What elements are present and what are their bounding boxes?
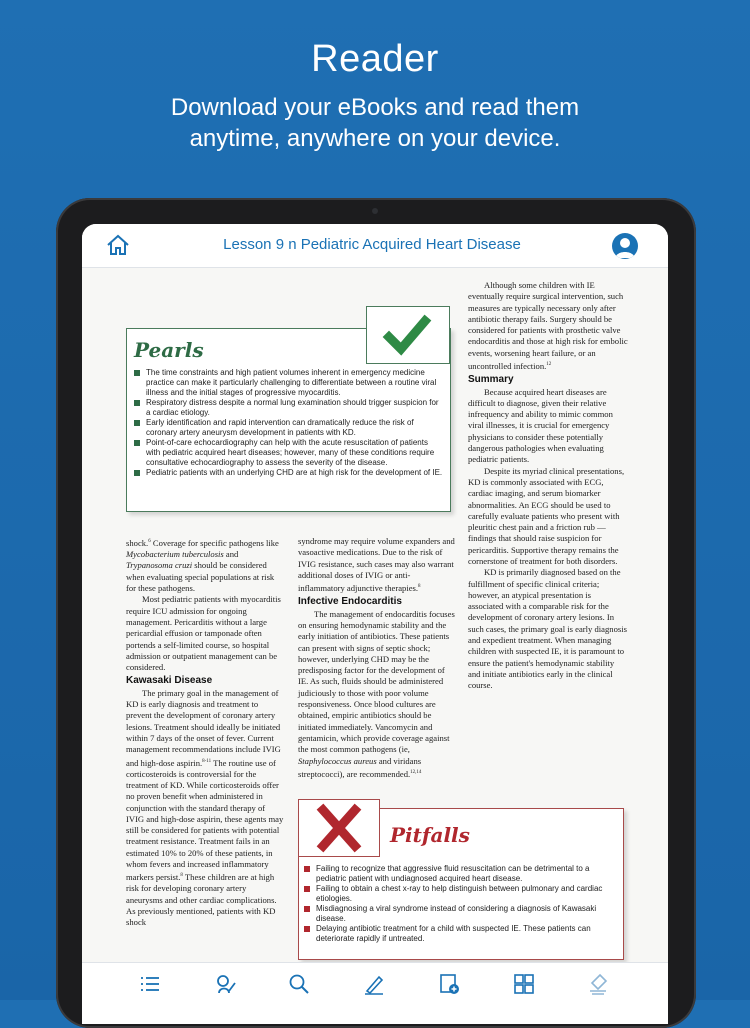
paragraph: shock.$^6$ Coverage for specific pathogens like Mycobacterium tuberculosis and Trypanosoma cruzi should be considered when evaluating special populations at risk for these pathogens. (126, 537, 279, 594)
section-heading-summary: Summary (468, 374, 514, 386)
add-note-icon[interactable] (438, 973, 460, 995)
profile-avatar-icon[interactable] (612, 233, 638, 259)
pitfalls-item: Failing to obtain a chest x-ray to help distinguish between pulmonary and cardiac etiologies. (304, 884, 616, 904)
text-column-1 (126, 536, 284, 929)
paragraph: Because acquired heart diseases are difficult to diagnose, given their relative infrequency and ability to mimic common viral illnesses, it is crucial for emergency physicians to consider these potentially dangerous pathologies when evaluating pediatric patients. (468, 386, 613, 465)
pitfalls-title: Pitfalls (390, 823, 470, 847)
home-icon[interactable] (106, 234, 130, 256)
front-camera (372, 208, 378, 214)
pearls-item: Early identification and rapid intervention can dramatically reduce the risk of coronary artery aneurysm development in patients with KD. (134, 418, 444, 438)
pearls-item: Pediatric patients with an underlying CHD are at high risk for the development of IE. (134, 468, 444, 478)
hero-title: Reader (311, 38, 439, 80)
text-column-3 (468, 280, 628, 692)
section-heading-kawasaki: Kawasaki Disease (126, 675, 213, 687)
pearls-item: Respiratory distress despite a normal lung examination should trigger suspicion for a cardiac etiology. (134, 398, 444, 418)
paragraph: KD is primarily diagnosed based on the fulfillment of specific clinical criteria; however, an atypical presentation is associated with a comparable risk for the development of coronary artery lesions. In such cases, the primary goal is early diagnosis and expedient treatment. When managing children with suspected IE, it is paramount to ensure the patient's hemodynamic stability and initiate antibiotics early in the clinical course. (468, 567, 627, 691)
pitfalls-item: Failing to recognize that aggressive fluid resuscitation can be detrimental to a pediatric patient with undiagnosed acquired heart disease. (304, 864, 616, 884)
tablet-screen (82, 224, 668, 1024)
paragraph: Despite its myriad clinical presentations, KD is commonly associated with ECG, cardiac imaging, and serum biomarker abnormalities. An ECG should be used to carefully evaluate patients who present with pleuritic chest pain and a friction rub — findings that should raise suspicion for pericarditis. Supportive therapy remains the cornerstone of treatment for both disorders. (468, 465, 625, 566)
grid-view-icon[interactable] (513, 973, 535, 995)
checkmark-icon (367, 307, 449, 363)
hero-subtitle (0, 92, 750, 154)
paragraph: syndrome may require volume expanders and vasoactive medications. Due to the risk of IVIG resistance, such cases may also warrant additional doses of IVIG or anti-inflammatory adjunctive therapies.$^8$ (298, 536, 455, 594)
ebook-page[interactable] (82, 268, 668, 962)
text-column-2 (298, 536, 456, 780)
reader-bottom-toolbar (82, 962, 668, 1024)
hero-subtitle-line-1: Download your eBooks and read them (170, 94, 580, 121)
hero-subtitle-line-2: anytime, anywhere on your device. (189, 125, 561, 152)
reader-top-bar (82, 224, 668, 268)
paragraph: The management of endocarditis focuses on ensuring hemodynamic stability and the early initiation of antibiotics. These patients can present with signs of septic shock; however, underlying CHD may be the predisposing factor for the development of IE. As such, fluids should be administered judiciously to those with poor volume responsiveness. Once blood cultures are obtained, empiric antibiotics should be initiated immediately. Vancomycin and gentamicin, which provide coverage against the most common pathogens (ie, Staphylococcus aureus and viridans streptococci), are recommended.$^{12,14}$ (298, 608, 455, 779)
pitfalls-item: Misdiagnosing a viral syndrome instead of considering a diagnosis of Kawasaki disease. (304, 904, 616, 924)
section-heading-endocarditis: Infective Endocarditis (298, 596, 402, 608)
highlight-pen-icon[interactable] (363, 973, 385, 995)
pearls-check-box (366, 306, 450, 364)
toc-list-icon[interactable] (139, 973, 161, 995)
pitfalls-list (304, 864, 616, 944)
pearls-item: The time constraints and high patient volumes inherent in emergency medicine practice can make it particularly challenging to differentiate between a routine viral illness and the initial stages of progressive myocarditis. (134, 368, 444, 398)
pitfalls-x-box (298, 799, 380, 857)
paragraph: The primary goal in the management of KD is early diagnosis and treatment to prevent the development of coronary artery lesions. Treatment should ideally be initiated within 7 days of the onset of fever. Current management recommendations include IVIG and high-dose aspirin.$^{8-11}$ The routine use of corticosteroids is controversial for the treatment of KD. While corticosteroids offer no proven benefit when administered in conjunction with the standard therapy of IVIG and high-dose aspirin, these agents may still be considered for patients with potential treatment resistance. Treatment fails in an estimated 10% to 20% of these patients, in whom fevers and increased inflammatory markers persist.$^8$ These children are at high risk for developing coronary artery aneurysms and other cardiac complications. As previously mentioned, patients with KD shock (126, 687, 284, 928)
paragraph: Although some children with IE eventually require surgical intervention, such measures are typically necessary only after antibiotic therapy fails. Surgery should be considered for patients with prosthetic valve endocarditis and those at high risk for embolic events, worsening heart failure, or an uncontrolled infection.$^{12}$ (468, 280, 628, 371)
clear-highlight-icon[interactable] (588, 973, 610, 995)
pearls-item: Point-of-care echocardiography can help with the acute resuscitation of patients with pediatric acquired heart diseases; however, many of these conditions require consultative echocardiography to assess the severity of the disease. (134, 438, 444, 468)
paragraph: Most pediatric patients with myocarditis require ICU admission for ongoing management. Pericarditis without a large pericardial effusion or tamponade often portends a self-limited course, so hospital admission or outpatient management can be considered. (126, 594, 281, 673)
search-icon[interactable] (288, 973, 310, 995)
annotations-icon[interactable] (215, 973, 237, 995)
pearls-title: Pearls (134, 338, 204, 362)
lesson-title: Lesson 9 n Pediatric Acquired Heart Disease (223, 236, 521, 253)
pearls-list (134, 368, 444, 478)
pitfalls-item: Delaying antibiotic treatment for a child with suspected IE. These patients can deteriorate rapidly if untreated. (304, 924, 616, 944)
x-mark-icon (299, 800, 379, 856)
